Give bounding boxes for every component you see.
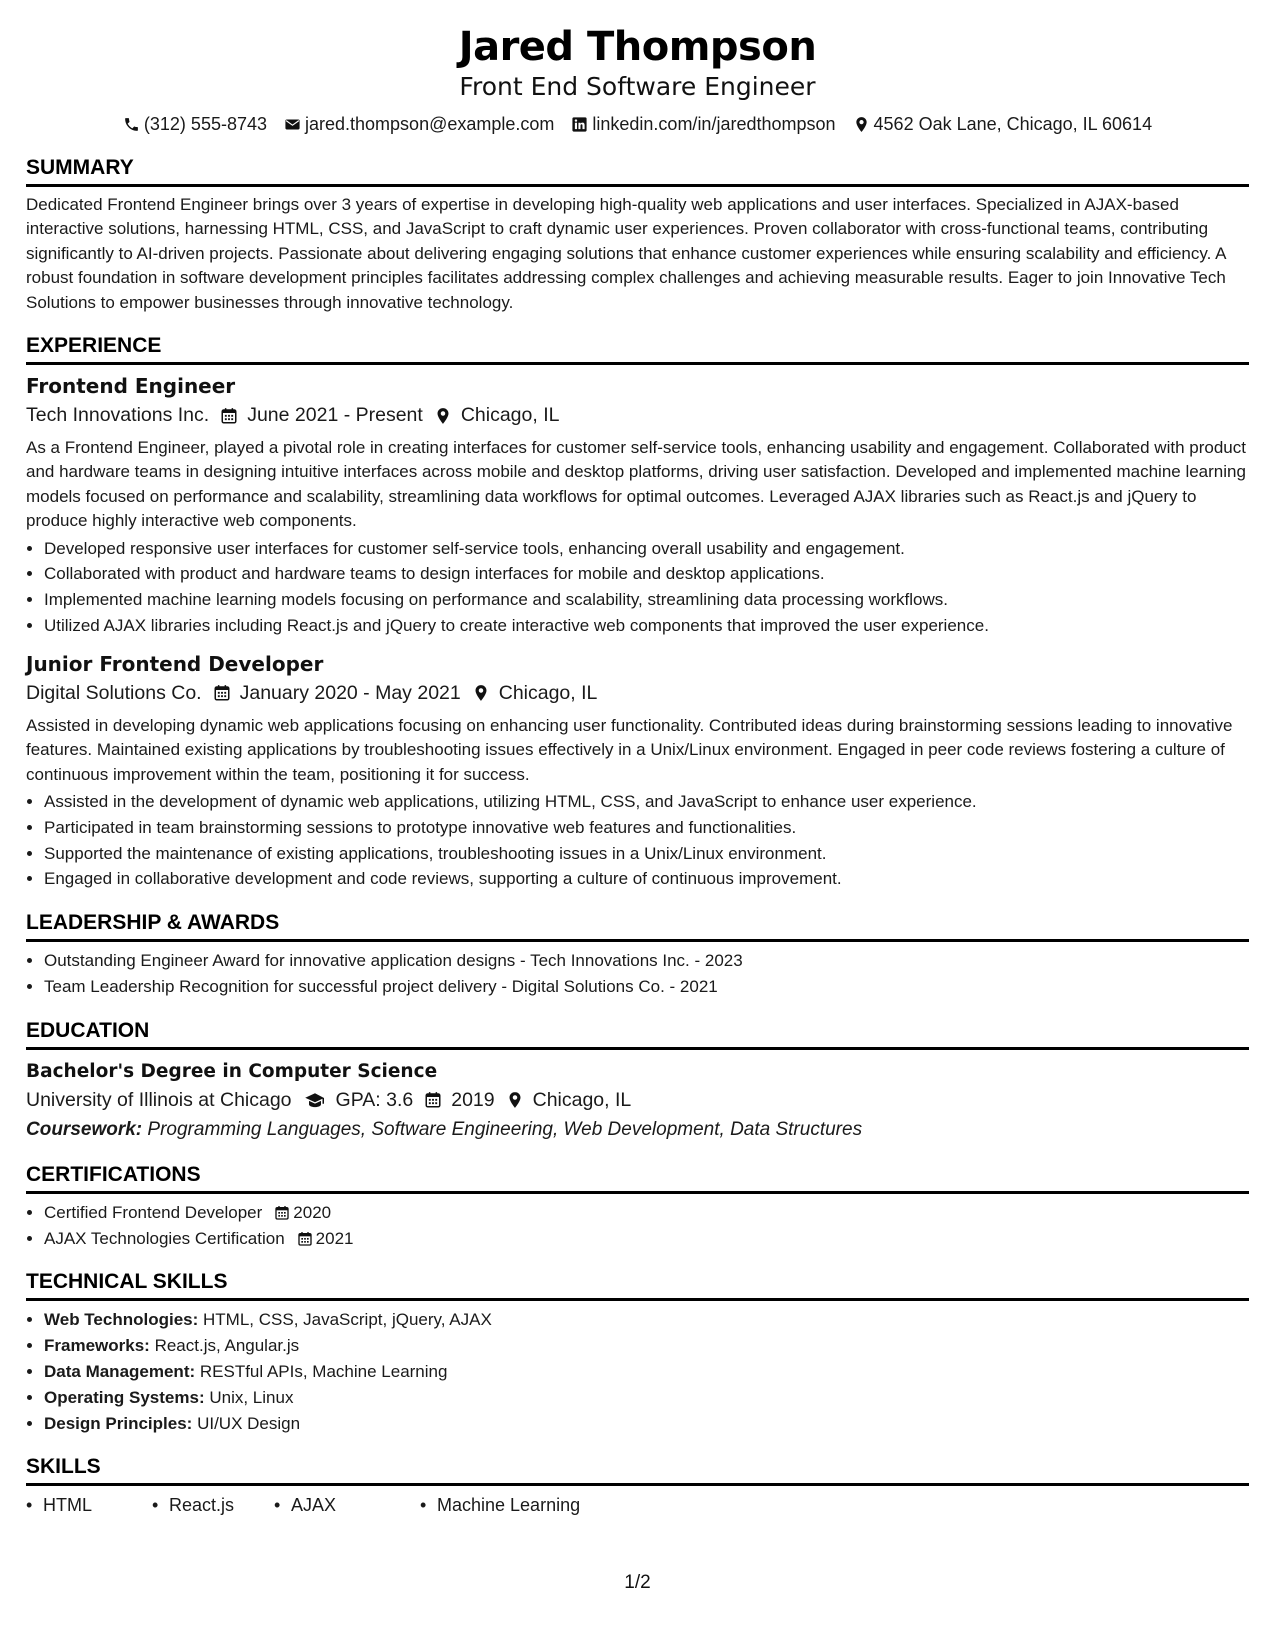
list-item: • React.js	[152, 1490, 234, 1520]
job-dates	[213, 679, 461, 708]
job-dates-text: June 2021 - Present	[247, 404, 423, 427]
job-location	[434, 401, 560, 430]
coursework	[26, 1115, 1249, 1144]
resume-header	[26, 22, 1249, 137]
job-meta	[26, 679, 1249, 708]
list-item: • Machine Learning	[420, 1490, 580, 1520]
skills-section	[26, 1454, 1249, 1520]
candidate-title: Front End Software Engineer	[459, 72, 816, 101]
address-text: 4562 Oak Lane, Chicago, IL 60614	[873, 114, 1153, 134]
certifications-section	[26, 1162, 1249, 1252]
certifications-list	[26, 1200, 1249, 1252]
list-item	[44, 1359, 1249, 1385]
list-item	[44, 1385, 1249, 1411]
school-name: University of Illinois at Chicago	[26, 1088, 292, 1111]
cert-year: 2020	[293, 1202, 332, 1222]
leadership-heading: LEADERSHIP & AWARDS	[26, 910, 1249, 942]
list-item: • Developed responsive user interfaces for customer self-service tools, enhancing overall usability and engagement.	[44, 536, 1249, 562]
calendar-icon	[220, 407, 238, 425]
phone-text: (312) 555-8743	[143, 114, 267, 134]
technical-skills-section	[26, 1269, 1249, 1436]
list-item: • Implemented machine learning models focusing on performance and scalability, streamlining data processing workflows.	[44, 587, 1249, 613]
contact-email[interactable]	[284, 111, 554, 137]
experience-heading: EXPERIENCE	[26, 333, 1249, 365]
job-location-text: Chicago, IL	[460, 404, 560, 427]
linkedin-icon	[571, 116, 588, 133]
email-link[interactable]: jared.thompson@example.com	[305, 114, 555, 134]
list-item	[44, 1411, 1249, 1437]
list-item: • Participated in team brainstorming sessions to prototype innovative web features and functionalities.	[44, 815, 1249, 841]
cert-date	[274, 1200, 331, 1226]
job-company: Tech Innovations Inc.	[26, 404, 210, 427]
education-section	[26, 1018, 1249, 1144]
job-location-text: Chicago, IL	[498, 681, 598, 704]
year-text: 2019	[451, 1088, 495, 1111]
job-entry	[26, 649, 1249, 892]
calendar-icon	[424, 1091, 442, 1109]
skill-value: HTML, CSS, JavaScript, jQuery, AJAX	[203, 1310, 492, 1330]
map-pin-icon	[434, 407, 452, 425]
experience-section	[26, 333, 1249, 892]
education-year	[424, 1086, 494, 1115]
job-bullets	[26, 536, 1249, 639]
skill-label: Design Principles:	[44, 1413, 193, 1433]
skills-list	[26, 1490, 1249, 1520]
list-item: • AJAX	[274, 1490, 336, 1520]
summary-heading: SUMMARY	[26, 155, 1249, 187]
list-item	[44, 1333, 1249, 1359]
skill-label: Web Technologies:	[44, 1310, 199, 1330]
skill-label: Operating Systems:	[44, 1387, 205, 1407]
list-item: • Utilized AJAX libraries including React.js and jQuery to create interactive web components that improved the user experience.	[44, 613, 1249, 639]
list-item: • Supported the maintenance of existing applications, troubleshooting issues in a Unix/Linux environment.	[44, 841, 1249, 867]
cert-date	[297, 1226, 354, 1252]
map-pin-icon	[506, 1091, 524, 1109]
job-entry	[26, 371, 1249, 639]
leadership-section	[26, 910, 1249, 1000]
education-location-text: Chicago, IL	[532, 1088, 632, 1111]
page-number: 1/2	[624, 1572, 651, 1593]
job-title: Junior Frontend Developer	[26, 651, 324, 676]
job-description: As a Frontend Engineer, played a pivotal role in creating interfaces for customer self-service tools, enhancing usability and engagement. Collaborated with product and hardware teams in designing intuitive interfaces across mobile and desktop platforms, driving user satisfaction. Developed and implemented machine learning models focused on performance and scalability, streamlining data workflows for optimal outcomes. Leveraged AJAX libraries such as React.js and jQuery to produce highly interactive web components.	[26, 438, 1246, 531]
education-location	[506, 1086, 632, 1115]
list-item: • Assisted in the development of dynamic web applications, utilizing HTML, CSS, and JavaScript to enhance user experience.	[44, 789, 1249, 815]
skill-value: React.js, Angular.js	[154, 1336, 300, 1356]
calendar-icon	[274, 1205, 290, 1221]
map-pin-icon	[853, 116, 870, 133]
technical-skills-heading: TECHNICAL SKILLS	[26, 1269, 1249, 1301]
job-description: Assisted in developing dynamic web applications focusing on enhancing user functionality. Contributed ideas during brainstorming sessions leading to innovative features. Maintained existing applications by troubleshooting issues effectively in a Unix/Linux environment. Engaged in peer code reviews fostering a culture of continuous improvement within the team, positioning it for success.	[26, 715, 1233, 784]
list-item: • HTML	[26, 1490, 92, 1520]
education-meta	[26, 1086, 1249, 1115]
coursework-label: Coursework:	[26, 1118, 143, 1140]
cert-name: • Certified Frontend Developer	[44, 1202, 263, 1222]
job-location	[472, 679, 598, 708]
job-dates-text: January 2020 - May 2021	[239, 681, 461, 704]
contact-bar	[26, 111, 1249, 137]
graduation-cap-icon	[303, 1091, 327, 1109]
list-item: • Engaged in collaborative development and code reviews, supporting a culture of continuous improvement.	[44, 866, 1249, 892]
summary-text: Dedicated Frontend Engineer brings over 3 years of expertise in developing high-quality web applications and user interfaces. Specialized in AJAX-based interactive solutions, harnessing HTML, CSS, and JavaScript to craft dynamic user experiences. Proven collaborator with cross-functional teams, contributing significantly to AI-driven projects. Passionate about delivering engaging solutions that enhance customer experiences while ensuring scalability and efficiency. A robust foundation in software development principles facilitates addressing complex challenges and achieving measurable results. Eager to join Innovative Tech Solutions to empower businesses through innovative technology.	[26, 195, 1226, 312]
envelope-icon	[284, 116, 301, 133]
list-item	[44, 1200, 1249, 1226]
skill-value: UI/UX Design	[197, 1413, 301, 1433]
list-item	[44, 1226, 1249, 1252]
cert-year: 2021	[315, 1228, 354, 1248]
technical-skills-list	[26, 1307, 1249, 1436]
coursework-text: Programming Languages, Software Engineering, Web Development, Data Structures	[147, 1118, 863, 1140]
degree-title: Bachelor's Degree in Computer Science	[26, 1060, 438, 1082]
list-item: • Collaborated with product and hardware teams to design interfaces for mobile and desktop applications.	[44, 561, 1249, 587]
job-dates	[220, 401, 423, 430]
skill-label: Frameworks:	[44, 1336, 150, 1356]
skills-heading: SKILLS	[26, 1454, 1249, 1486]
job-meta	[26, 401, 1249, 430]
contact-phone	[123, 111, 267, 137]
list-item: • Team Leadership Recognition for successful project delivery - Digital Solutions Co. - 2021	[44, 974, 1249, 1000]
gpa-text: GPA: 3.6	[335, 1088, 414, 1111]
contact-address	[853, 111, 1153, 137]
summary-section	[26, 155, 1249, 315]
list-item	[44, 1307, 1249, 1333]
linkedin-link[interactable]: linkedin.com/in/jaredthompson	[592, 114, 836, 134]
phone-icon	[123, 116, 140, 133]
skill-label: Data Management:	[44, 1362, 196, 1382]
map-pin-icon	[472, 684, 490, 702]
calendar-icon	[297, 1231, 313, 1247]
contact-linkedin[interactable]	[571, 111, 835, 137]
job-company: Digital Solutions Co.	[26, 681, 202, 704]
skill-value: Unix, Linux	[209, 1387, 294, 1407]
education-gpa	[303, 1086, 414, 1115]
education-heading: EDUCATION	[26, 1018, 1249, 1050]
calendar-icon	[213, 684, 231, 702]
skill-value: RESTful APIs, Machine Learning	[199, 1362, 448, 1382]
leadership-list	[26, 948, 1249, 1000]
cert-name: • AJAX Technologies Certification	[44, 1228, 285, 1248]
job-bullets	[26, 789, 1249, 892]
candidate-name: Jared Thompson	[458, 24, 817, 70]
certifications-heading: CERTIFICATIONS	[26, 1162, 1249, 1194]
job-title: Frontend Engineer	[26, 374, 236, 399]
list-item: • Outstanding Engineer Award for innovative application designs - Tech Innovations Inc. - 2023	[44, 948, 1249, 974]
